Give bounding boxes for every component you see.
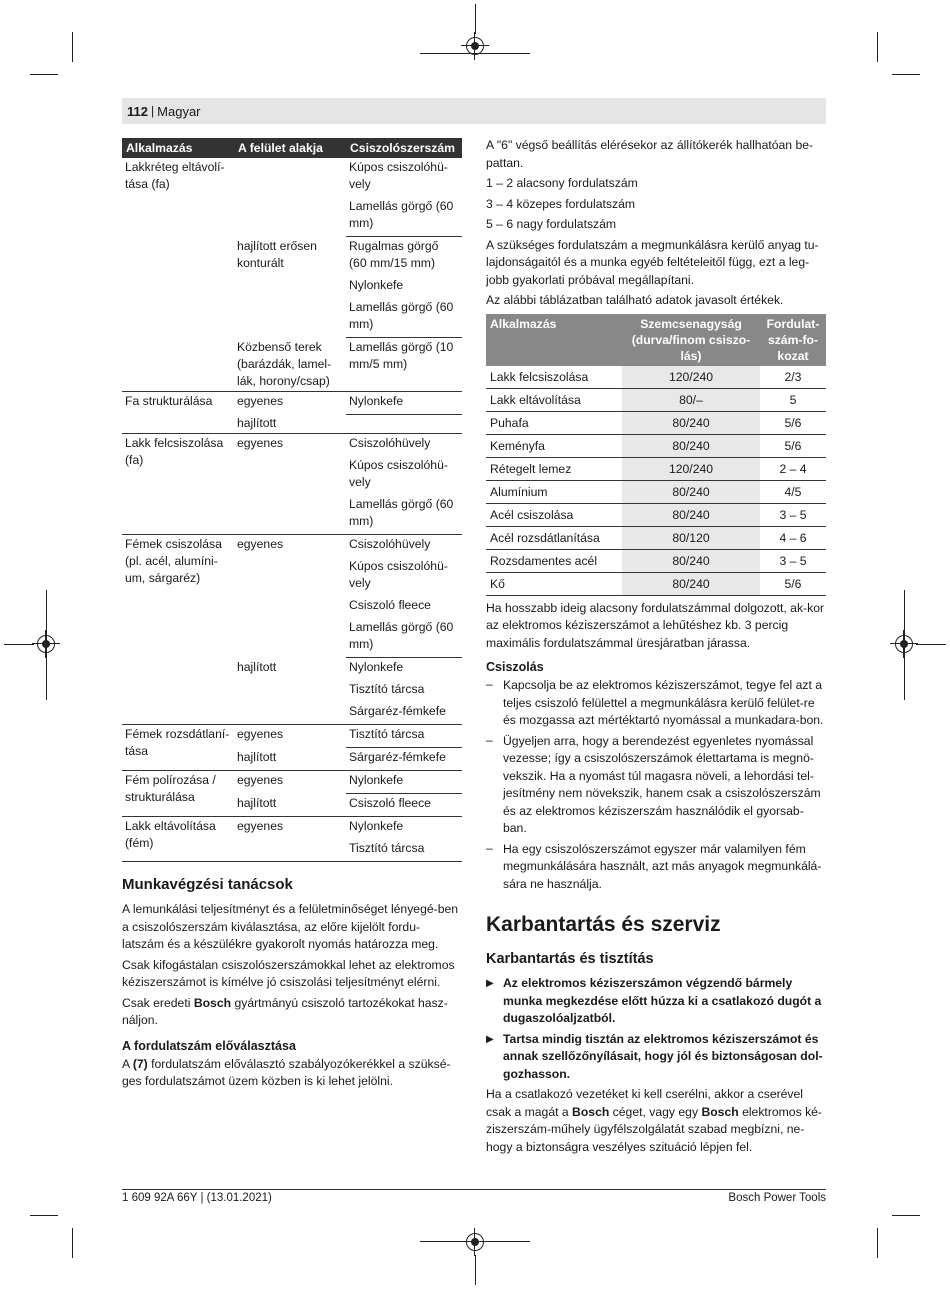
crop-mark xyxy=(72,1228,73,1258)
triangle-right-icon: ▶ xyxy=(486,1033,494,1045)
speed-cell: 5 xyxy=(760,388,826,411)
tool-cell: Csiszolóhüvely xyxy=(349,436,431,450)
grit-cell: 80/240 xyxy=(622,411,760,434)
header-separator: | xyxy=(150,104,155,118)
speed-cell: 5/6 xyxy=(760,572,826,595)
surface-shape-cell: egyenes xyxy=(237,537,284,551)
tool-cell: Kúpos csiszolóhü-vely xyxy=(349,559,448,590)
table-header: Alkalmazás xyxy=(486,314,622,366)
surface-shape-cell: hajlított xyxy=(234,794,346,817)
table-row xyxy=(122,158,462,197)
application-cell: Keményfa xyxy=(486,434,622,457)
speed-cell: 2/3 xyxy=(760,366,826,389)
table-row xyxy=(122,535,462,558)
table-header: A felület alakja xyxy=(234,138,346,158)
surface-shape-cell: egyenes xyxy=(234,434,346,535)
list-item: – Ügyeljen arra, hogy a berendezést egyenletes nyomással vezesse; így a csiszolószerszámok élettartama is megnö-vekszik. Ha a nyomást túl magasra növeli, a lehordási tel-jesítmény nem növekszik, hanem csak a csiszolószerszám és az elektromos kéziszerszám használódik el gyorsab-ban. xyxy=(486,732,821,835)
grit-cell: 80/240 xyxy=(622,572,760,595)
warning-item: ▶ Az elektromos kéziszerszámon végzendő bármely munka megkezdése előtt húzza ki a csatlakozó dugót a dugaszolóaljzatból. xyxy=(486,975,826,1028)
table-row xyxy=(486,572,826,595)
warning-item: ▶ Tartsa mindig tisztán az elektromos kéziszerszámot és annak szellőzőnyílásait, hogy jól és biztonságosan dol-gozhasson. xyxy=(486,1031,826,1084)
crop-mark xyxy=(4,644,34,645)
left-column xyxy=(122,138,462,1091)
grit-cell: 80/120 xyxy=(622,526,760,549)
subsection-heading: A fordulatszám előválasztása xyxy=(122,1038,296,1053)
grit-cell: 80/240 xyxy=(622,480,760,503)
speed-cell: 3 – 5 xyxy=(760,503,826,526)
tool-cell: Sárgaréz-fémkefe xyxy=(346,748,462,771)
tool-cell: Tisztító tárcsa xyxy=(349,682,425,696)
table-row xyxy=(486,366,826,389)
list-item: 5 – 6 nagy fordulatszám xyxy=(486,217,617,231)
application-cell: Fémek csiszolása (pl. acél, alumíni-um, sárgaréz) xyxy=(122,535,234,725)
grit-cell: 80/240 xyxy=(622,549,760,572)
surface-shape-cell: egyenes xyxy=(237,393,284,408)
tool-cell: Nylonkefe xyxy=(349,819,404,833)
paragraph: Csak kifogástalan csiszolószerszámokkal lehet az elektromos kéziszerszámot is kímélve jó csiszolási teljesítményt elérni. xyxy=(122,957,455,989)
page-header xyxy=(122,98,826,124)
application-cell: Alumínium xyxy=(486,480,622,503)
tool-cell: Nylonkefe xyxy=(346,391,462,414)
table-header: Alkalmazás xyxy=(122,138,234,158)
crop-mark xyxy=(892,1215,920,1216)
tool-cell: Lamellás görgő (60 mm) xyxy=(346,197,462,237)
application-cell: Fa strukturálása xyxy=(122,391,234,434)
surface-shape-cell: Közbenső terek (barázdák, lamel-lák, horony/csap) xyxy=(234,338,346,392)
crop-mark xyxy=(475,4,476,34)
tool-cell: Lamellás görgő (60 mm) xyxy=(346,495,462,535)
speed-cell: 4/5 xyxy=(760,480,826,503)
brand-footer: Bosch Power Tools xyxy=(728,1192,826,1204)
tool-cell xyxy=(346,414,462,434)
speed-cell: 4 – 6 xyxy=(760,526,826,549)
table-row xyxy=(486,457,826,480)
list-item: – Ha egy csiszolószerszámot egyszer már valamilyen fém megmunkálására használt, azt más anyagok megmunkálá-sára ne használja. xyxy=(486,840,822,891)
table-row xyxy=(122,434,462,457)
surface-shape-cell: egyenes xyxy=(234,817,346,862)
document-number: 1 609 92A 66Y | (13.01.2021) xyxy=(122,1192,272,1204)
paragraph: A (7) fordulatszám előválasztó szabályozókerékkel a szüksé-ges fordulatszámot üzem közben is ki lehet jelölni. xyxy=(122,1056,451,1088)
list-item: – Kapcsolja be az elektromos kéziszerszámot, tegye fel azt a teljes csiszoló felülettel a megmunkálásra kerülő felület-re és mozgassa azt mértéktartó nyomással a munkadara-bon. xyxy=(486,677,824,727)
section-heading: Munkavégzési tanácsok xyxy=(122,876,293,893)
tool-cell: Lamellás görgő (60 mm) xyxy=(346,618,462,658)
paragraph: A "6" végső beállítás elérésekor az állítókerék hallhatóan be-pattan. xyxy=(486,138,814,170)
surface-shape-cell xyxy=(234,158,346,237)
application-cell: Lakk felcsiszolása xyxy=(486,366,622,389)
crop-mark xyxy=(916,644,946,645)
application-cell: Lakk eltávolítása (fém) xyxy=(122,817,234,862)
speed-cell: 5/6 xyxy=(760,434,826,457)
speed-cell: 3 – 5 xyxy=(760,549,826,572)
subsection-heading: Csiszolás xyxy=(486,660,544,674)
registration-mark-icon xyxy=(466,37,484,55)
surface-shape-cell: hajlított xyxy=(234,658,346,725)
application-cell: Lakk felcsiszolása (fa) xyxy=(122,434,234,535)
crop-mark xyxy=(30,1215,58,1216)
table-row xyxy=(486,411,826,434)
grit-cell: 120/240 xyxy=(622,366,760,389)
page-number: 112 xyxy=(127,103,148,119)
tool-cell: Csiszoló fleece xyxy=(349,598,431,612)
application-cell: Rozsdamentes acél xyxy=(486,549,622,572)
surface-shape-cell: hajlított xyxy=(234,414,346,434)
crop-mark xyxy=(72,32,73,62)
table-row xyxy=(486,480,826,503)
table-header: Szemcsenagyság (durva/finom csiszo-lás) xyxy=(622,314,760,366)
table-row xyxy=(486,503,826,526)
crop-mark xyxy=(877,1228,878,1258)
footer-rule xyxy=(122,1189,826,1190)
surface-shape-cell: hajlított xyxy=(234,748,346,771)
application-cell: Fém polírozása / strukturálása xyxy=(122,771,234,817)
tool-cell: Csiszolóhüvely xyxy=(349,537,431,551)
speed-cell: 5/6 xyxy=(760,411,826,434)
application-cell: Rétegelt lemez xyxy=(486,457,622,480)
paragraph: Csak eredeti Bosch gyártmányú csiszoló tartozékokat hasz-náljon. xyxy=(122,995,448,1027)
tool-cell: Nylonkefe xyxy=(349,660,404,674)
chapter-heading: Karbantartás és szerviz xyxy=(486,913,721,936)
table-row xyxy=(486,526,826,549)
application-cell: Puhafa xyxy=(486,411,622,434)
application-cell: Acél rozsdátlanítása xyxy=(486,526,622,549)
paragraph: A lemunkálási teljesítményt és a felületminőséget lényegé-ben a csiszolószerszám kiválasztása, az előre kijelölt fordu-latszám és a készülékre gyakorolt nyomás határozza meg. xyxy=(122,902,459,951)
speed-recommendation-table xyxy=(486,314,826,596)
registration-mark-icon xyxy=(895,635,913,653)
paragraph: Az alábbi táblázatban található adatok javasolt értékek. xyxy=(486,293,784,307)
list-item: 3 – 4 közepes fordulatszám xyxy=(486,196,636,211)
table-row xyxy=(486,434,826,457)
grit-cell: 80/240 xyxy=(622,434,760,457)
crop-mark xyxy=(877,32,878,62)
section-heading: Karbantartás és tisztítás xyxy=(486,951,654,967)
application-tool-table xyxy=(122,138,462,862)
table-row xyxy=(486,549,826,572)
grit-cell: 120/240 xyxy=(622,457,760,480)
grit-cell: 80/– xyxy=(622,388,760,411)
tool-cell: Csiszoló fleece xyxy=(346,794,462,817)
tool-cell: Tisztító tárcsa xyxy=(346,839,462,862)
speed-cell: 2 – 4 xyxy=(760,457,826,480)
table-header: Fordulat-szám-fo-kozat xyxy=(760,314,826,366)
table-row xyxy=(122,391,462,414)
surface-shape-cell: egyenes xyxy=(237,727,284,741)
right-column xyxy=(486,137,826,1156)
registration-mark-icon xyxy=(37,635,55,653)
tool-cell: Lamellás görgő (10 mm/5 mm) xyxy=(346,338,462,392)
table-row xyxy=(122,771,462,794)
application-cell: Acél csiszolása xyxy=(486,503,622,526)
application-cell: Kő xyxy=(486,572,622,595)
table-row xyxy=(122,725,462,748)
paragraph: Ha a csatlakozó vezetéket ki kell cserélni, akkor a cserével csak a magát a Bosch céget, vagy egy Bosch elektromos ké-ziszerszám-műhely ügyfélszolgálatát szabad megbízni, ne-hogy a biztonságra veszélyes szituáció lépjen fel. xyxy=(486,1087,822,1154)
surface-shape-cell: egyenes xyxy=(237,773,284,787)
table-row xyxy=(486,388,826,411)
list-item: 1 – 2 alacsony fordulatszám xyxy=(486,176,638,190)
table-header: Csiszolószerszám xyxy=(346,138,462,158)
surface-shape-cell: hajlított erősen konturált xyxy=(237,238,317,270)
paragraph: A szükséges fordulatszám a megmunkálásra kerülő anyag tu-lajdonságaitól és a munka egyéb feltételeitől függ, ezt a leg-jobb gyakorlati próbával megállapítani. xyxy=(486,237,819,287)
tool-cell: Rugalmas görgő (60 mm/15 mm) xyxy=(349,239,439,270)
registration-mark-icon xyxy=(466,1233,484,1251)
crop-mark xyxy=(892,74,920,75)
tool-cell: Nylonkefe xyxy=(349,278,404,292)
crop-mark xyxy=(475,1255,476,1285)
tool-cell: Nylonkefe xyxy=(346,771,462,794)
paragraph: Ha hosszabb ideig alacsony fordulatszámmal dolgozott, ak-kor az elektromos kéziszerszámot a lehűtéshez kb. 3 percig maximális fordulatszámmal üresjáratban járassa. xyxy=(486,600,825,650)
application-cell: Fémek rozsdátlaní-tása xyxy=(122,725,234,771)
application-cell: Lakk eltávolítása xyxy=(486,388,622,411)
table-row xyxy=(122,817,462,840)
triangle-right-icon: ▶ xyxy=(486,978,494,989)
grit-cell: 80/240 xyxy=(622,503,760,526)
tool-cell: Sárgaréz-fémkefe xyxy=(346,702,462,725)
application-cell: Lakkréteg eltávolí-tása (fa) xyxy=(122,158,234,391)
tool-cell: Lamellás görgő (60 mm) xyxy=(346,298,462,338)
page-language: Magyar xyxy=(157,103,201,119)
tool-cell: Tisztító tárcsa xyxy=(346,725,462,748)
tool-cell: Kúpos csiszolóhü-vely xyxy=(349,160,448,191)
crop-mark xyxy=(30,74,58,75)
tool-cell: Kúpos csiszolóhü-vely xyxy=(349,458,448,489)
